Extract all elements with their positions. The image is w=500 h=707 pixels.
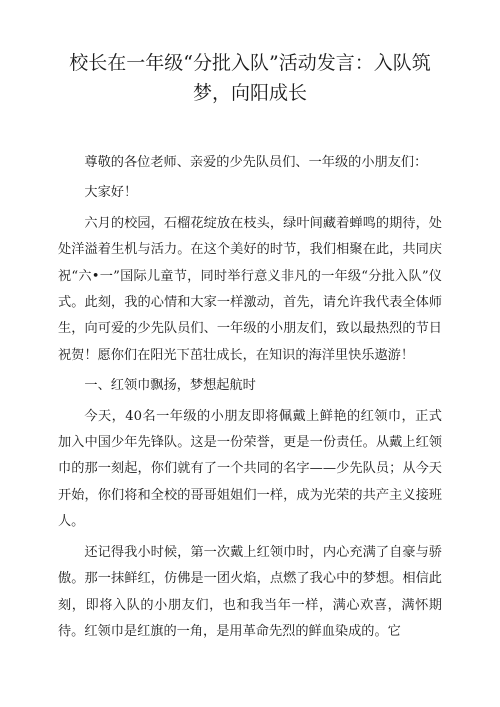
salutation-paragraph: 尊敬的各位老师、亲爱的少先队员们、一年级的小朋友们：	[84, 155, 428, 170]
document-body	[58, 150, 442, 645]
intro-paragraph: 六月的校园，石榴花绽放在枝头，绿叶间藏着蝉鸣的期待，处处洋溢着生机与活力。在这个美好的时节，我们相聚在此，共同庆祝“六•一”国际儿童节，同时举行意义非凡的一年级“分批入队”仪式。此刻，我的心情和大家一样激动，首先，请允许我代表全体师生，向可爱的少先队员们、一年级的小朋友们，致以最热烈的节日祝贺！愿你们在阳光下茁壮成长，在知识的海洋里快乐遨游！	[58, 215, 442, 363]
greeting-paragraph: 大家好！	[84, 185, 138, 201]
body-paragraph-2: 还记得我小时候，第一次戴上红领巾时，内心充满了自豪与骄傲。那一抹鲜红，仿佛是一团火焰，点燃了我心中的梦想。相信此刻，即将入队的小朋友们，也和我当年一样，满心欢喜，满怀期待。红领巾是红旗的一角，是用革命先烈的鲜血染成的。它	[58, 544, 442, 639]
section-heading-1: 一、红领巾飘扬，梦想起航时	[84, 378, 256, 394]
document-title: 校长在一年级“分批入队”活动发言：入队筑梦，向阳成长	[69, 52, 431, 104]
body-paragraph-1: 今天，40名一年级的小朋友即将佩戴上鲜艳的红领巾，正式加入中国少年先锋队。这是一份荣誉，更是一份责任。从戴上红领巾的那一刻起，你们就有了一个共同的名字——少先队员；从今天开始，你们将和全校的哥哥姐姐们一样，成为光荣的共产主义接班人。	[58, 408, 442, 530]
